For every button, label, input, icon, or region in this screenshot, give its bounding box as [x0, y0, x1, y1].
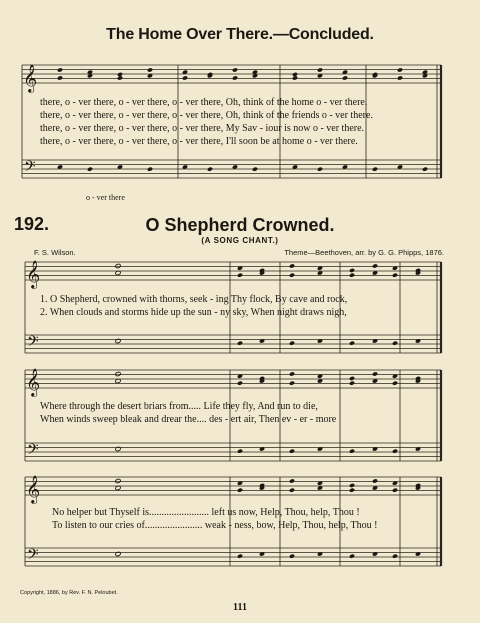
- hymn-title: O Shepherd Crowned.: [145, 215, 335, 235]
- note-head: [237, 449, 243, 454]
- page-number: 111: [233, 602, 247, 613]
- bass-echo-lyric: o - ver there: [86, 193, 125, 202]
- clef-symbol: 𝄞: [26, 368, 41, 396]
- note-head: [372, 371, 378, 376]
- note-head: [237, 381, 243, 386]
- note-head: [289, 371, 295, 376]
- clef-symbol: 𝄢: [27, 546, 39, 567]
- clef-symbol: 𝄢: [27, 333, 39, 354]
- note-head: [289, 488, 295, 493]
- note-head: [57, 67, 63, 72]
- note-head: [372, 263, 378, 268]
- note-head: [117, 75, 123, 80]
- hymn-subtitle: (A SONG CHANT.): [201, 236, 279, 245]
- note-head: [252, 167, 258, 172]
- note-head: [289, 263, 295, 268]
- note-head: [289, 273, 295, 278]
- note-head: [232, 67, 238, 72]
- top-title: The Home Over There.—Concluded.: [106, 26, 374, 43]
- system3-lyric-2: To listen to our cries of....................... weak - ness, bow, Help, Thou, help, Thou !: [52, 520, 378, 531]
- note-head: [237, 488, 243, 493]
- note-head: [372, 478, 378, 483]
- system2-lyric-2: When winds sweep bleak and drear the.... des - ert air, Then ev - er - more: [40, 414, 337, 425]
- system1-lyric-2: 2. When clouds and storms hide up the sun - ny sky, When night draws nigh,: [40, 307, 347, 318]
- note-head: [317, 167, 323, 172]
- note-head: [349, 273, 355, 278]
- note-head: [392, 273, 398, 278]
- note-head: [397, 75, 403, 80]
- note-head: [422, 167, 428, 172]
- top-lyric-line-1: there, o - ver there, o - ver there, o - ver there, Oh, think of the home o - ver there.: [40, 97, 368, 108]
- top-lyric-line-3: there, o - ver there, o - ver there, o - ver there, My Sav - iour is now o - ver there.: [40, 123, 365, 134]
- system1-lyric-1: 1. O Shepherd, crowned with thorns, seek - ing Thy flock, By cave and rock,: [40, 294, 348, 305]
- note-head: [237, 273, 243, 278]
- note-head: [289, 449, 295, 454]
- note-head: [349, 376, 355, 381]
- note-head: [207, 167, 213, 172]
- note-head: [115, 263, 121, 268]
- clef-symbol: 𝄞: [23, 64, 38, 92]
- note-head: [237, 554, 243, 559]
- top-lyric-line-4: there, o - ver there, o - ver there, o - ver there, I'll soon be at home o - ver there.: [40, 136, 358, 147]
- note-head: [349, 268, 355, 273]
- note-head: [342, 75, 348, 80]
- clef-symbol: 𝄞: [26, 475, 41, 503]
- note-head: [289, 478, 295, 483]
- note-head: [392, 381, 398, 386]
- clef-symbol: 𝄞: [26, 260, 41, 288]
- note-head: [392, 449, 398, 454]
- note-head: [349, 381, 355, 386]
- note-head: [237, 341, 243, 346]
- clef-symbol: 𝄢: [27, 441, 39, 462]
- note-head: [349, 554, 355, 559]
- note-head: [57, 75, 63, 80]
- note-head: [289, 341, 295, 346]
- note-head: [147, 67, 153, 72]
- note-head: [392, 554, 398, 559]
- note-head: [392, 488, 398, 493]
- note-head: [372, 167, 378, 172]
- note-head: [289, 554, 295, 559]
- clef-symbol: 𝄢: [24, 158, 36, 179]
- copyright-notice: Copyright, 1886, by Rev. F. N. Peloubet.: [20, 590, 118, 596]
- note-head: [349, 341, 355, 346]
- top-lyric-line-2: there, o - ver there, o - ver there, o - ver there, Oh, think of the friends o - ver there.: [40, 110, 373, 121]
- note-head: [317, 67, 323, 72]
- note-head: [349, 483, 355, 488]
- hymn-number: 192.: [14, 214, 50, 234]
- system2-lyric-1: Where through the desert briars from..... Life they fly, And run to die,: [40, 401, 318, 412]
- note-head: [289, 381, 295, 386]
- credit-author: F. S. Wilson.: [34, 248, 76, 257]
- note-head: [115, 478, 121, 483]
- note-head: [147, 167, 153, 172]
- note-head: [115, 371, 121, 376]
- note-head: [232, 75, 238, 80]
- note-head: [292, 75, 298, 80]
- note-head: [349, 488, 355, 493]
- credit-composer: Theme—Beethoven, arr. by G. G. Phipps, 1876.: [284, 248, 444, 257]
- note-head: [182, 75, 188, 80]
- system3-lyric-1: No helper but Thyself is........................ left us now, Help, Thou, help, Thou !: [52, 507, 360, 518]
- note-head: [349, 449, 355, 454]
- note-head: [87, 167, 93, 172]
- note-head: [397, 67, 403, 72]
- note-head: [392, 341, 398, 346]
